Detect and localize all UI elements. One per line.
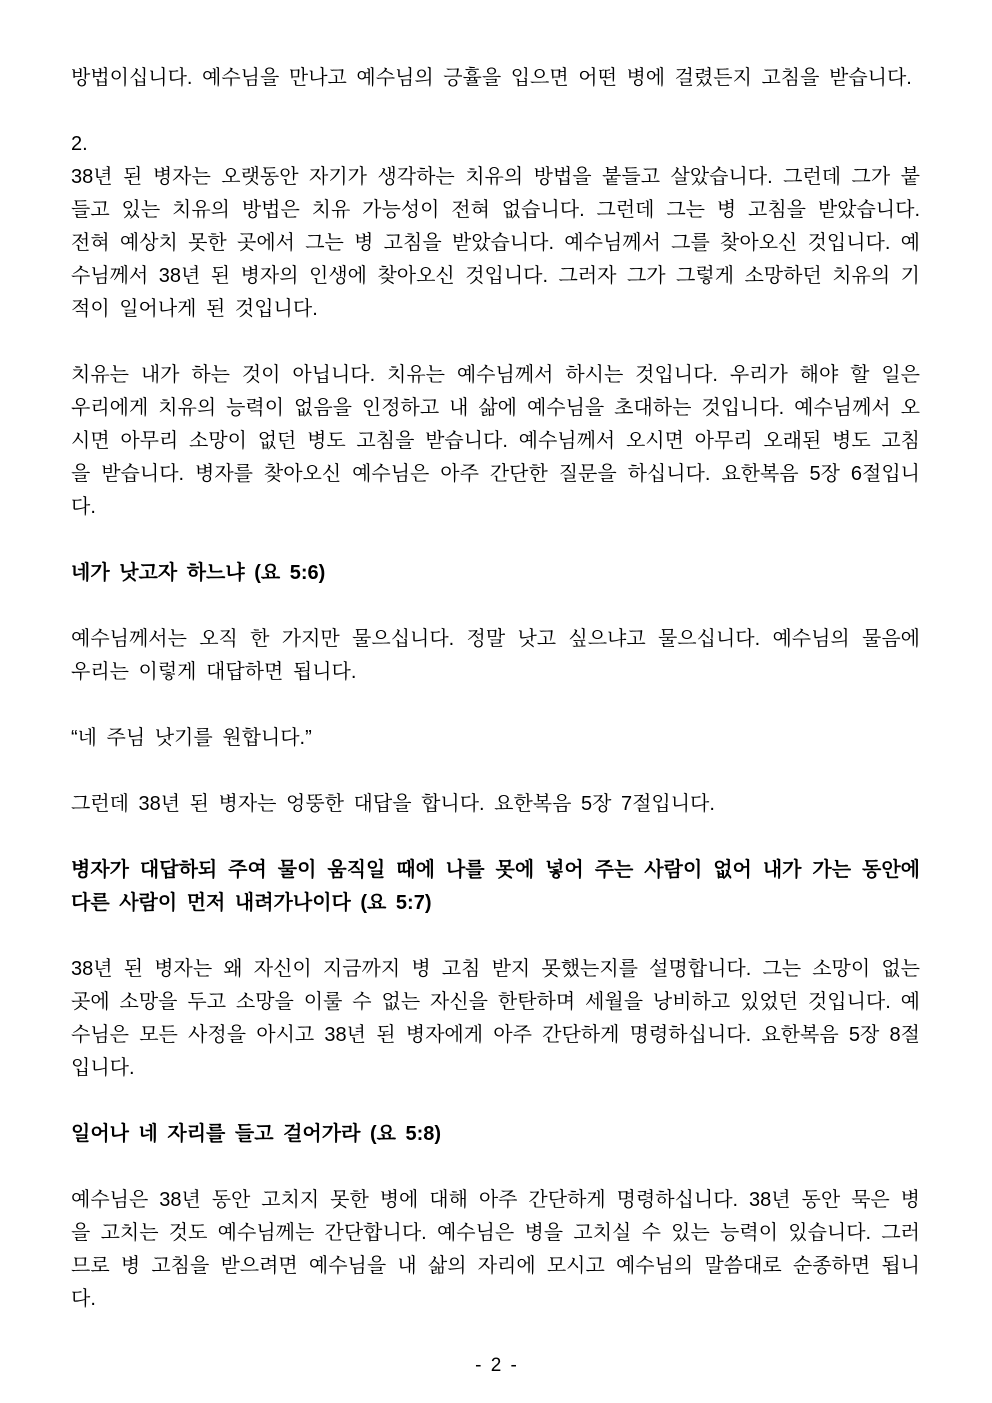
paragraph: 38년 된 병자는 오랫동안 자기가 생각하는 치유의 방법을 붙들고 살았습니다. 그런데 그가 붙들고 있는 치유의 방법은 치유 가능성이 전혀 없습니다. 그런데 그는 병 고침을 받았습니다. 전혀 예상치 못한 곳에서 그는 병 고침을 받았습니다. 예수님께서 그를 찾아오신 것입니다. 예수님께서 38년 된 병자의 인생에 찾아오신 것입니다. 그러자 그가 그렇게 소망하던 치유의 기적이 일어나게 된 것입니다. xyxy=(71,166,920,320)
paragraph: 그런데 38년 된 병자는 엉뚱한 대답을 합니다. 요한복음 5장 7절입니다. xyxy=(71,793,715,815)
section-number: 2. xyxy=(71,133,88,155)
verse-heading-john-5-6: 네가 낫고자 하느냐 (요 5:6) xyxy=(71,562,326,584)
quote-line: “네 주님 낫기를 원합니다.” xyxy=(71,727,312,749)
paragraph: 치유는 내가 하는 것이 아닙니다. 치유는 예수님께서 하시는 것입니다. 우리가 해야 할 일은 우리에게 치유의 능력이 없음을 인정하고 내 삶에 예수님을 초대하는 것입니다. 예수님께서 오시면 아무리 소망이 없던 병도 고침을 받습니다. 예수님께서 오시면 아무리 오래된 병도 고침을 받습니다. 병자를 찾아오신 예수님은 아주 간단한 질문을 하십니다. 요한복음 5장 6절입니다. xyxy=(71,364,920,518)
verse-heading-john-5-8: 일어나 네 자리를 들고 걸어가라 (요 5:8) xyxy=(71,1123,442,1145)
paragraph: 38년 된 병자는 왜 자신이 지금까지 병 고침 받지 못했는지를 설명합니다. 그는 소망이 없는 곳에 소망을 두고 소망을 이룰 수 없는 자신을 한탄하며 세월을 낭비하고 있었던 것입니다. 예수님은 모든 사정을 아시고 38년 된 병자에게 아주 간단하게 명령하십니다. 요한복음 5장 8절입니다. xyxy=(71,958,920,1079)
verse-heading-john-5-7: 병자가 대답하되 주여 물이 움직일 때에 나를 못에 넣어 주는 사람이 없어 내가 가는 동안에 다른 사람이 먼저 내려가나이다 (요 5:7) xyxy=(71,859,920,914)
page-number: - 2 - xyxy=(475,1355,517,1376)
paragraph: 예수님은 38년 동안 고치지 못한 병에 대해 아주 간단하게 명령하십니다. 38년 동안 묵은 병을 고치는 것도 예수님께는 간단합니다. 예수님은 병을 고치실 수 있는 능력이 있습니다. 그러므로 병 고침을 받으려면 예수님을 내 삶의 자리에 모시고 예수님의 말씀대로 순종하면 됩니다. xyxy=(71,1189,920,1310)
paragraph: 방법이십니다. 예수님을 만나고 예수님의 긍휼을 입으면 어떤 병에 걸렸든지 고침을 받습니다. xyxy=(71,67,912,89)
paragraph: 예수님께서는 오직 한 가지만 물으십니다. 정말 낫고 싶으냐고 물으십니다. 예수님의 물음에 우리는 이렇게 대답하면 됩니다. xyxy=(71,628,920,683)
